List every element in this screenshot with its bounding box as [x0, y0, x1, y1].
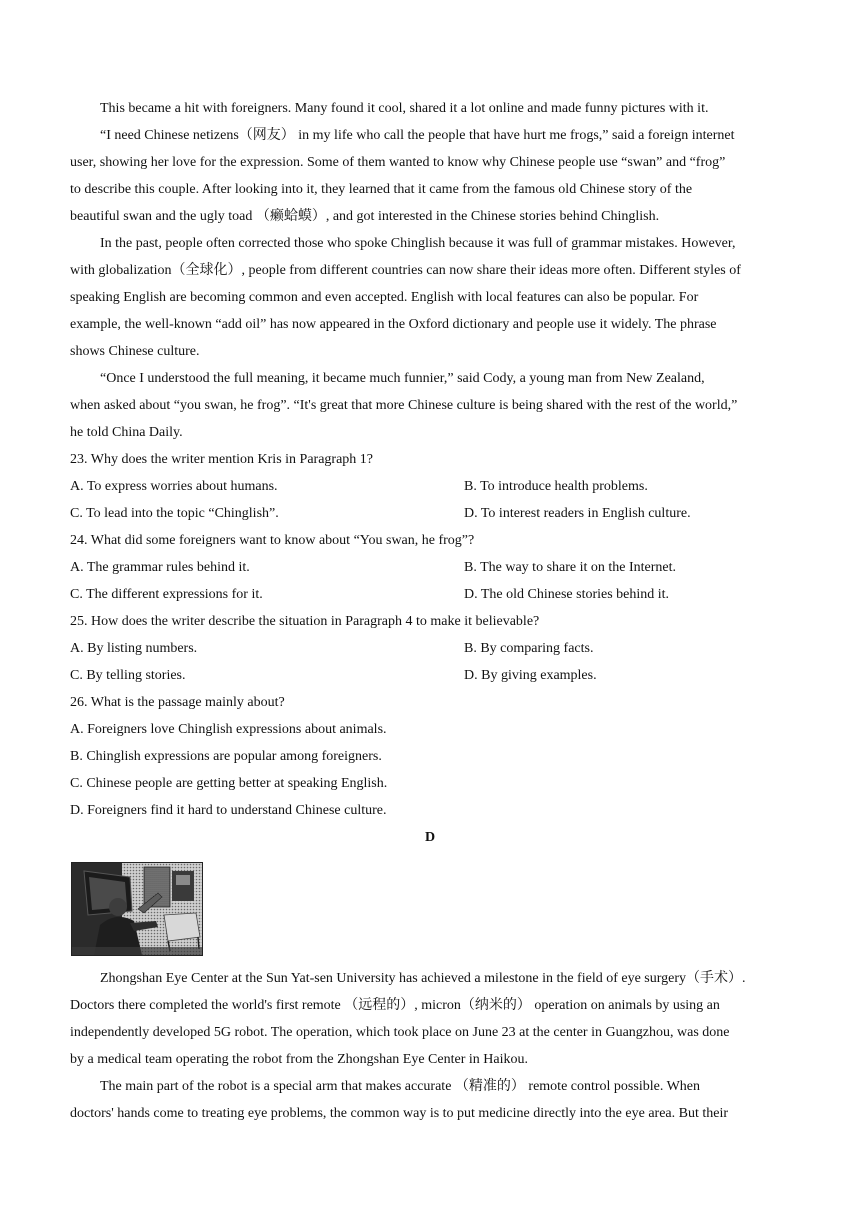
- section-d-paragraph-1: [70, 965, 802, 1073]
- question-25-option-b: B. By comparing facts.: [464, 641, 594, 656]
- passage-c-paragraph-1: [70, 95, 802, 122]
- text-line: shows Chinese culture.: [70, 344, 200, 359]
- question-23-option-b: B. To introduce health problems.: [464, 479, 648, 494]
- question-24-option-c: C. The different expressions for it.: [70, 587, 263, 602]
- passage-c-paragraph-2: [70, 122, 802, 230]
- section-d-paragraph-2: [70, 1073, 802, 1127]
- text-line: In the past, people often corrected those who spoke Chinglish because it was full of grammar mistakes. However,: [100, 236, 736, 251]
- question-24-option-b: B. The way to share it on the Internet.: [464, 560, 677, 575]
- text-line: “I need Chinese netizens（网友） in my life who call the people that have hurt me frogs,” said a foreign internet: [100, 128, 735, 143]
- surgery-robot-photo: [71, 862, 203, 956]
- question-26-option-c: C. Chinese people are getting better at speaking English.: [70, 776, 388, 791]
- text-line: when asked about “you swan, he frog”. “It's great that more Chinese culture is being shared with the rest of the world,”: [70, 398, 738, 413]
- question-25-option-c: C. By telling stories.: [70, 668, 186, 683]
- question-24-option-a: A. The grammar rules behind it.: [70, 560, 250, 575]
- text-line: The main part of the robot is a special arm that makes accurate （精准的） remote control possible. When: [100, 1079, 700, 1094]
- text-line: user, showing her love for the expression. Some of them wanted to know why Chinese people use “swan” and “frog”: [70, 155, 726, 170]
- text-line: independently developed 5G robot. The operation, which took place on June 23 at the center in Guangzhou, was done: [70, 1025, 730, 1040]
- question-25-option-d: D. By giving examples.: [464, 668, 597, 683]
- passage-c-paragraph-3: [70, 230, 802, 365]
- question-24-stem: 24. What did some foreigners want to know about “You swan, he frog”?: [70, 533, 475, 548]
- question-26-stem: 26. What is the passage mainly about?: [70, 695, 285, 710]
- question-26-option-d: D. Foreigners find it hard to understand Chinese culture.: [70, 803, 387, 818]
- question-26-option-b: B. Chinglish expressions are popular among foreigners.: [70, 749, 382, 764]
- text-line: with globalization（全球化）, people from different countries can now share their ideas more often. Different styles of: [70, 263, 741, 278]
- passage-c-paragraph-4: [70, 365, 802, 446]
- text-line: he told China Daily.: [70, 425, 183, 440]
- text-line: Doctors there completed the world's first remote （远程的）, micron（纳米的） operation on animals by using an: [70, 998, 720, 1013]
- section-d-heading: D: [424, 830, 436, 845]
- question-25-option-a: A. By listing numbers.: [70, 641, 198, 656]
- text-line: speaking English are becoming common and even accepted. English with local features can also be popular. For: [70, 290, 699, 305]
- question-25-stem: 25. How does the writer describe the situation in Paragraph 4 to make it believable?: [70, 614, 540, 629]
- text-line: example, the well-known “add oil” has now appeared in the Oxford dictionary and people use it widely. The phrase: [70, 317, 717, 332]
- text-line: Zhongshan Eye Center at the Sun Yat-sen University has achieved a milestone in the field of eye surgery（手术）.: [100, 971, 746, 986]
- question-24-option-d: D. The old Chinese stories behind it.: [464, 587, 670, 602]
- question-23-option-a: A. To express worries about humans.: [70, 479, 278, 494]
- question-26-option-a: A. Foreigners love Chinglish expressions about animals.: [70, 722, 387, 737]
- text-line: “Once I understood the full meaning, it became much funnier,” said Cody, a young man from New Zealand,: [100, 371, 705, 386]
- surgery-robot-illustration: [72, 863, 202, 955]
- text-line: This became a hit with foreigners. Many found it cool, shared it a lot online and made funny pictures with it.: [100, 101, 709, 116]
- text-line: to describe this couple. After looking into it, they learned that it came from the famous old Chinese story of the: [70, 182, 693, 197]
- question-23-option-d: D. To interest readers in English culture.: [464, 506, 691, 521]
- text-line: by a medical team operating the robot from the Zhongshan Eye Center in Haikou.: [70, 1052, 528, 1067]
- text-line: beautiful swan and the ugly toad （癞蛤蟆）, and got interested in the Chinese stories behind Chinglish.: [70, 209, 660, 224]
- question-23-stem: 23. Why does the writer mention Kris in Paragraph 1?: [70, 452, 374, 467]
- question-23-option-c: C. To lead into the topic “Chinglish”.: [70, 506, 279, 521]
- text-line: doctors' hands come to treating eye problems, the common way is to put medicine directly into the eye area. But their: [70, 1106, 728, 1121]
